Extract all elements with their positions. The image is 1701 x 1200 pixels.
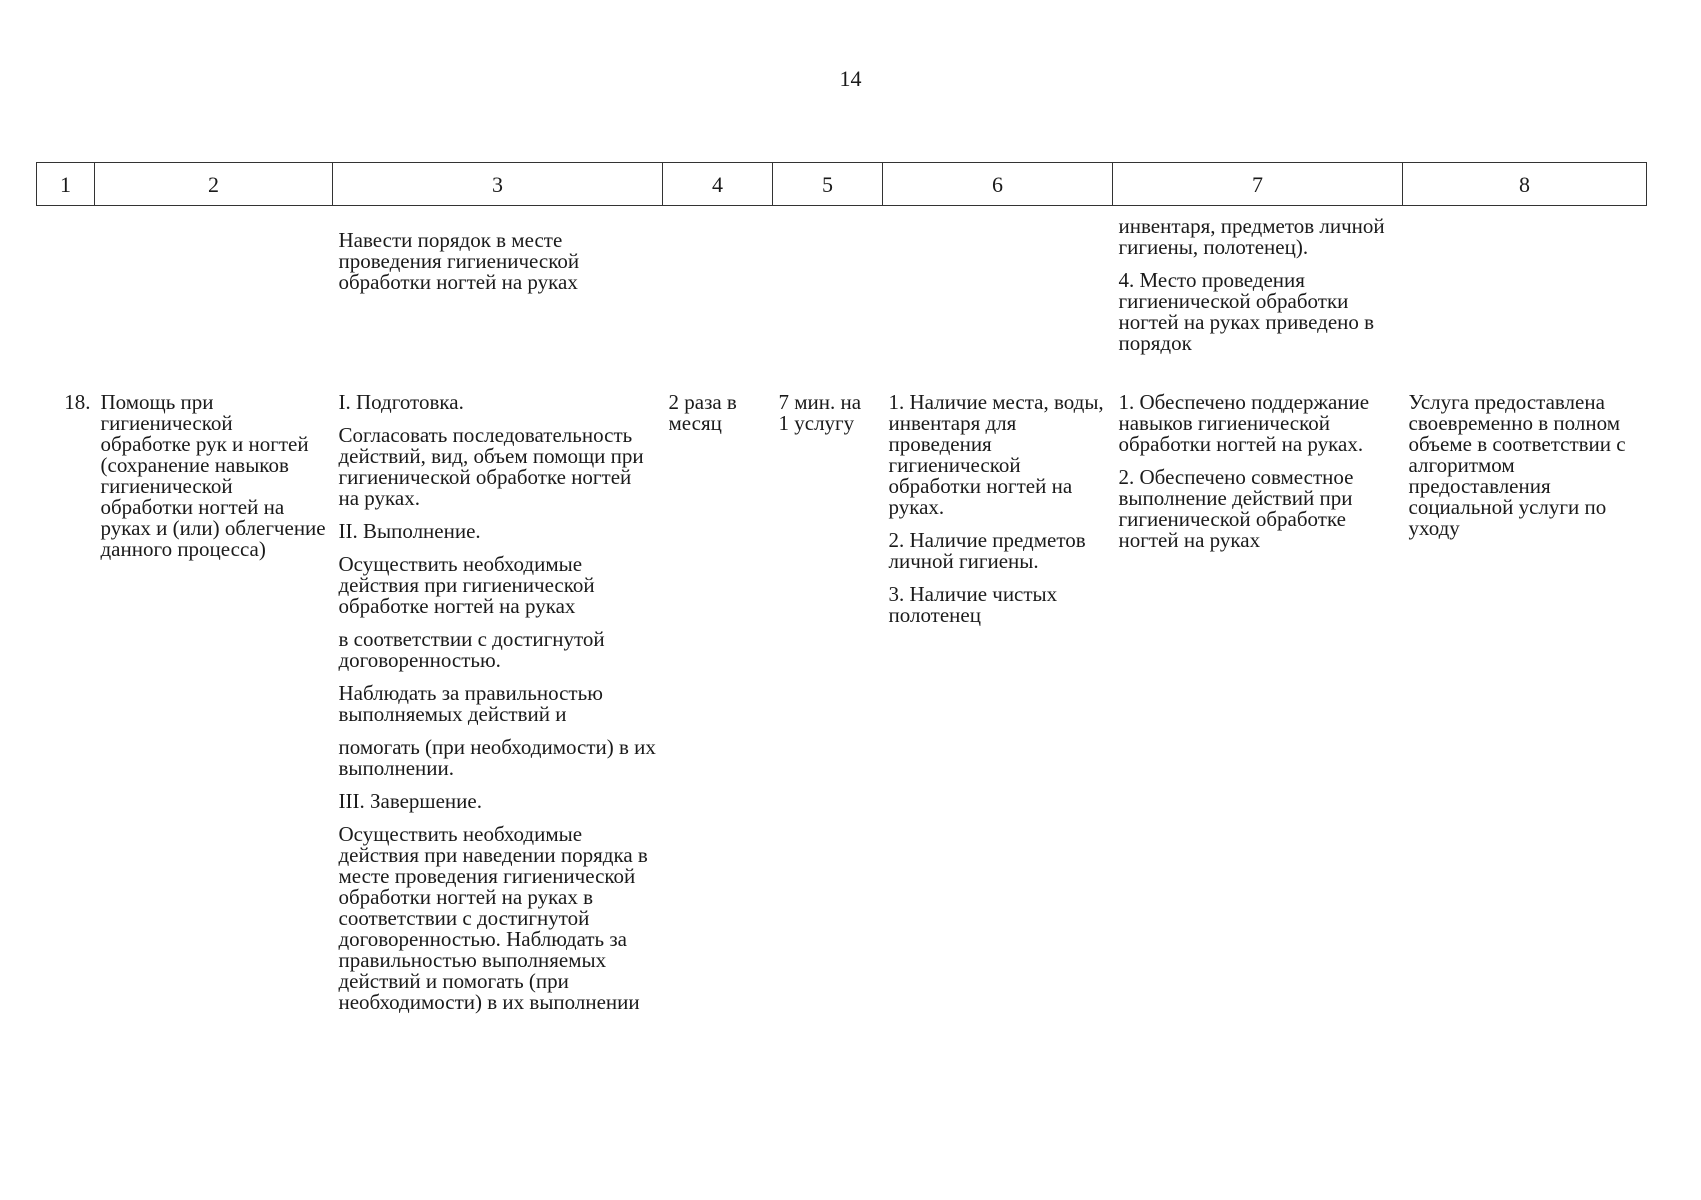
service-name: Помощь при гигиенической обработке рук и ногтей (сохранение навыков гигиенической обработки ногтей на руках и (или) облегчение данного процесса) <box>100 390 326 561</box>
row-number: 18. <box>64 390 91 414</box>
results-cell <box>1113 378 1403 1025</box>
cont-cell-3 <box>333 206 663 379</box>
procedure-step-3: II. Выполнение. <box>338 519 481 543</box>
continuation-row <box>37 206 1647 379</box>
header-col-5: 5 <box>773 163 883 206</box>
condition-2: 2. Наличие предметов личной гигиены. <box>888 528 1086 573</box>
cont-cell-7 <box>1113 206 1403 379</box>
procedure-step-2: Согласовать последовательность действий, вид, объем помощи при гигиенической обработке ногтей на руках. <box>338 423 644 510</box>
cont-cell-1 <box>37 206 95 379</box>
header-col-2: 2 <box>95 163 333 206</box>
procedure-cell <box>333 378 663 1025</box>
services-table <box>36 162 1647 1025</box>
procedure-step-8: III. Завершение. <box>338 789 482 813</box>
procedure-step-4: Осуществить необходимые действия при гигиенической обработке ногтей на руках <box>338 552 595 618</box>
cont-cell-2 <box>95 206 333 379</box>
duration-cell: 7 мин. на 1 услугу <box>778 390 862 435</box>
header-col-3: 3 <box>333 163 663 206</box>
header-col-7: 7 <box>1113 163 1403 206</box>
assessment-cell: Услуга предоставлена своевременно в полном объеме в соответствии с алгоритмом предоставления социальной услуги по уходу <box>1408 390 1626 540</box>
result-2: 2. Обеспечено совместное выполнение действий при гигиенической обработке ногтей на руках <box>1118 465 1354 552</box>
cont-procedure-text: Навести порядок в месте проведения гигиенической обработки ногтей на руках <box>338 228 580 294</box>
procedure-step-7: помогать (при необходимости) в их выполнении. <box>338 735 656 780</box>
cont-cell-4 <box>663 206 773 379</box>
header-col-4: 4 <box>663 163 773 206</box>
cont-result-2: 4. Место проведения гигиенической обработки ногтей на руках приведено в порядок <box>1118 268 1375 355</box>
cont-cell-8 <box>1403 206 1647 379</box>
procedure-step-9: Осуществить необходимые действия при наведении порядка в месте проведения гигиенической обработки ногтей на руках в соответствии с достигнутой договоренностью. Наблюдать за правильностью выполняемых действий и помогать (при необходимости) в их выполнении <box>338 822 648 1014</box>
table-row <box>37 378 1647 1025</box>
cont-cell-5 <box>773 206 883 379</box>
procedure-step-6: Наблюдать за правильностью выполняемых действий и <box>338 681 603 726</box>
frequency-cell: 2 раза в месяц <box>668 390 737 435</box>
cont-result-1: инвентаря, предметов личной гигиены, полотенец). <box>1118 214 1385 259</box>
cont-cell-6 <box>883 206 1113 379</box>
header-col-8: 8 <box>1403 163 1647 206</box>
condition-3: 3. Наличие чистых полотенец <box>888 582 1058 627</box>
header-col-1: 1 <box>37 163 95 206</box>
page-number: 14 <box>839 66 862 91</box>
header-row <box>37 163 1647 206</box>
result-1: 1. Обеспечено поддержание навыков гигиенической обработки ногтей на руках. <box>1118 390 1370 456</box>
procedure-step-5: в соответствии с достигнутой договоренностью. <box>338 627 605 672</box>
procedure-step-1: I. Подготовка. <box>338 390 464 414</box>
condition-1: 1. Наличие места, воды, инвентаря для проведения гигиенической обработки ногтей на руках. <box>888 390 1104 519</box>
conditions-cell <box>883 378 1113 1025</box>
header-col-6: 6 <box>883 163 1113 206</box>
